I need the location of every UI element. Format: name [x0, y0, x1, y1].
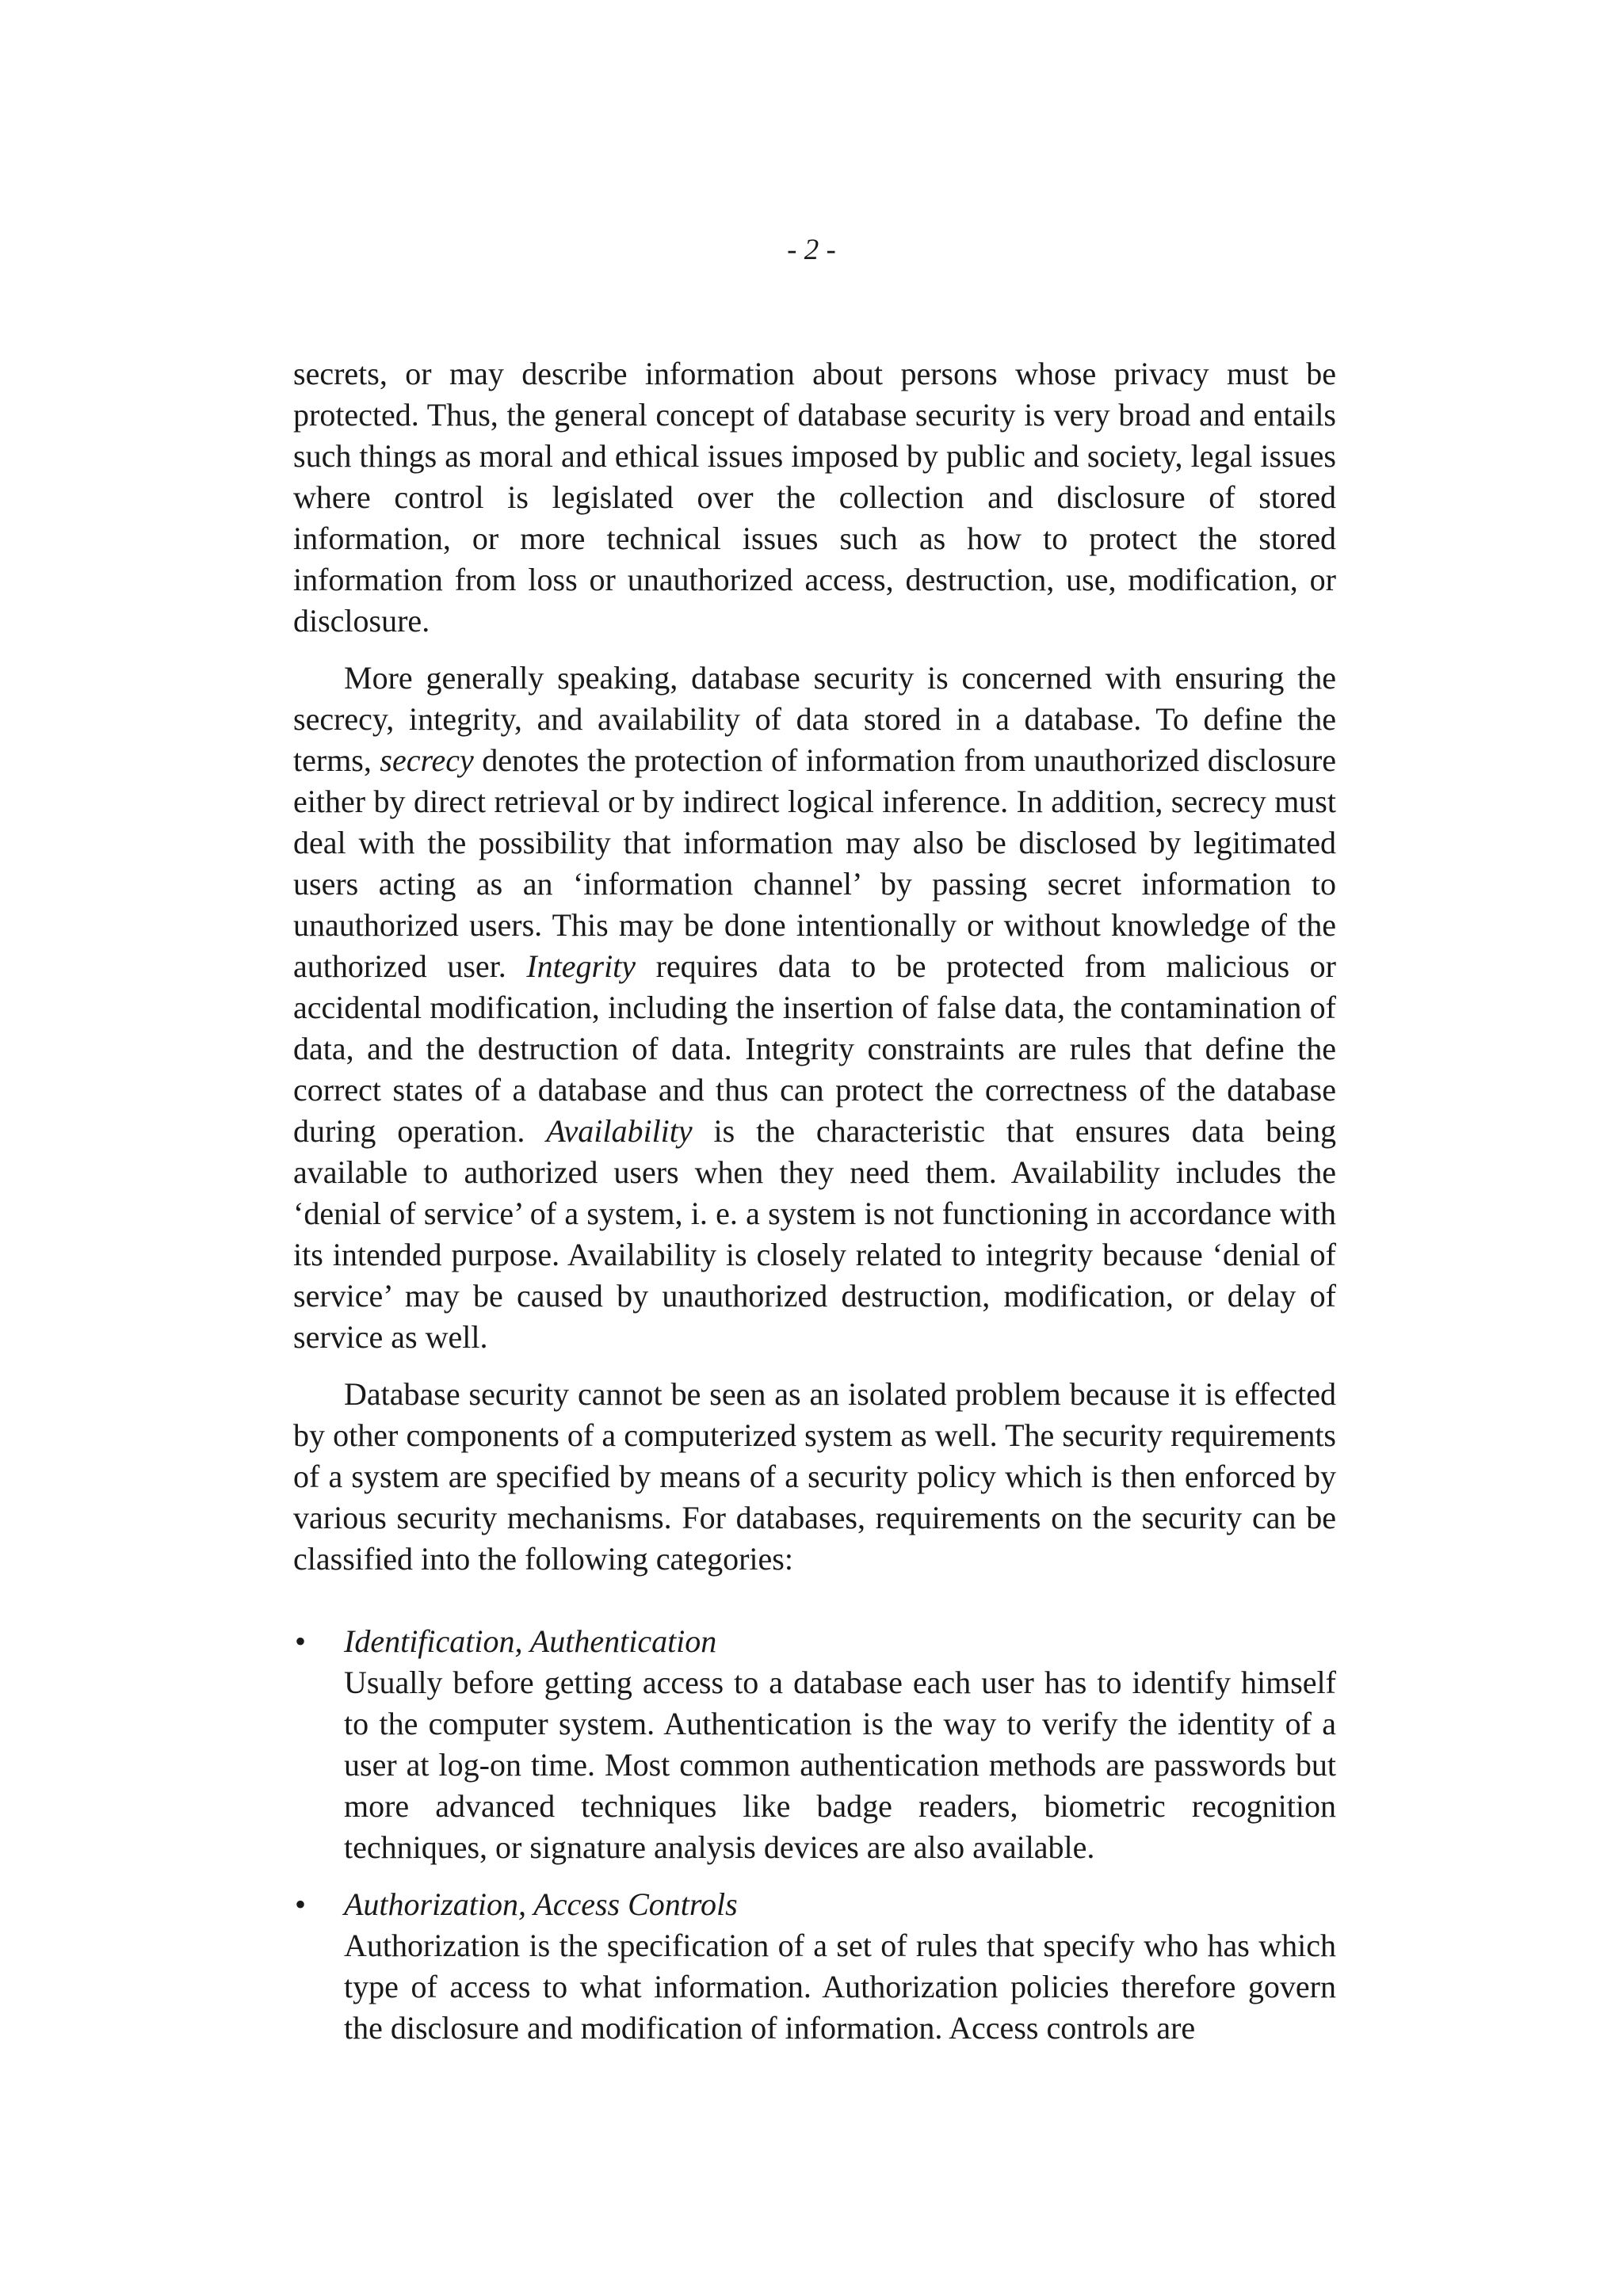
term-integrity: Integrity: [526, 948, 636, 984]
list-item-text: Usually before getting access to a database each user has to identify himself to the computer system. Authentication is the way to verify the identity of a user at log-on time. Most common authentication methods are passwords but more advanced techniques like badge readers, biometric recognition techniques, or signature analysis devices are also available.: [344, 1665, 1336, 1865]
definitions-text-2: denotes the protection of information from unauthorized disclosure either by direct retrieval or by indirect logical inference. In addition, secrecy must deal with the possibility that information may also be disclosed by legitimated users acting as an ‘information channel’ by passing secret information to unauthorized users. This may be done intentionally or without knowledge of the authorized user.: [293, 742, 1336, 984]
list-item-title: Authorization, Access Controls: [344, 1886, 738, 1922]
definitions-text-4: is the characteristic that ensures data being available to authorized users when they need them. Availability includes the ‘denial of service’ of a system, i. e. a system is not functioning in accordance with its intended purpose. Availability is closely related to integrity because ‘denial of service’ may be caused by unauthorized destruction, modification, or delay of service as well.: [293, 1113, 1336, 1355]
page-number: - 2 -: [787, 234, 836, 266]
list-item-identification: [293, 1621, 1336, 1868]
list-item-title: Identification, Authentication: [344, 1623, 717, 1659]
definitions-text-1: More generally speaking, database security is concerned with ensuring the secrecy, integrity, and availability of data stored in a database. To define the terms,: [293, 660, 1336, 778]
bullet-icon: •: [295, 1886, 307, 1922]
term-availability: Availability: [546, 1113, 693, 1149]
paragraph-categories: Database security cannot be seen as an isolated problem because it is effected by other components of a computerized system as well. The security requirements of a system are specified by means of a security policy which is then enforced by various security mechanisms. For databases, requirements on the security can be classified into the following categories:: [293, 1376, 1336, 1577]
bullet-icon: •: [295, 1623, 307, 1659]
body-text: [293, 353, 1336, 2065]
list-item-authorization: [293, 1884, 1336, 2049]
paragraph-definitions: [293, 658, 1336, 1358]
term-secrecy: secrecy: [380, 742, 474, 778]
list-item-text: Authorization is the specification of a set of rules that specify who has which type of access to what information. Authorization policies therefore govern the disclosure and modification of information. Access controls are: [344, 1928, 1336, 2046]
requirements-list: [293, 1621, 1336, 2049]
paragraph-intro: secrets, or may describe information about persons whose privacy must be protected. Thus, the general concept of database security is very broad and entails such things as moral and ethical issues imposed by public and society, legal issues where control is legislated over the collection and disclosure of stored information, or more technical issues such as how to protect the stored information from loss or unauthorized access, destruction, use, modification, or disclosure.: [293, 356, 1336, 639]
definitions-text-3: requires data to be protected from malicious or accidental modification, including the insertion of false data, the contamination of data, and the destruction of data. Integrity constraints are rules that define the correct states of a database and thus can protect the correctness of the database during operation.: [293, 948, 1336, 1149]
